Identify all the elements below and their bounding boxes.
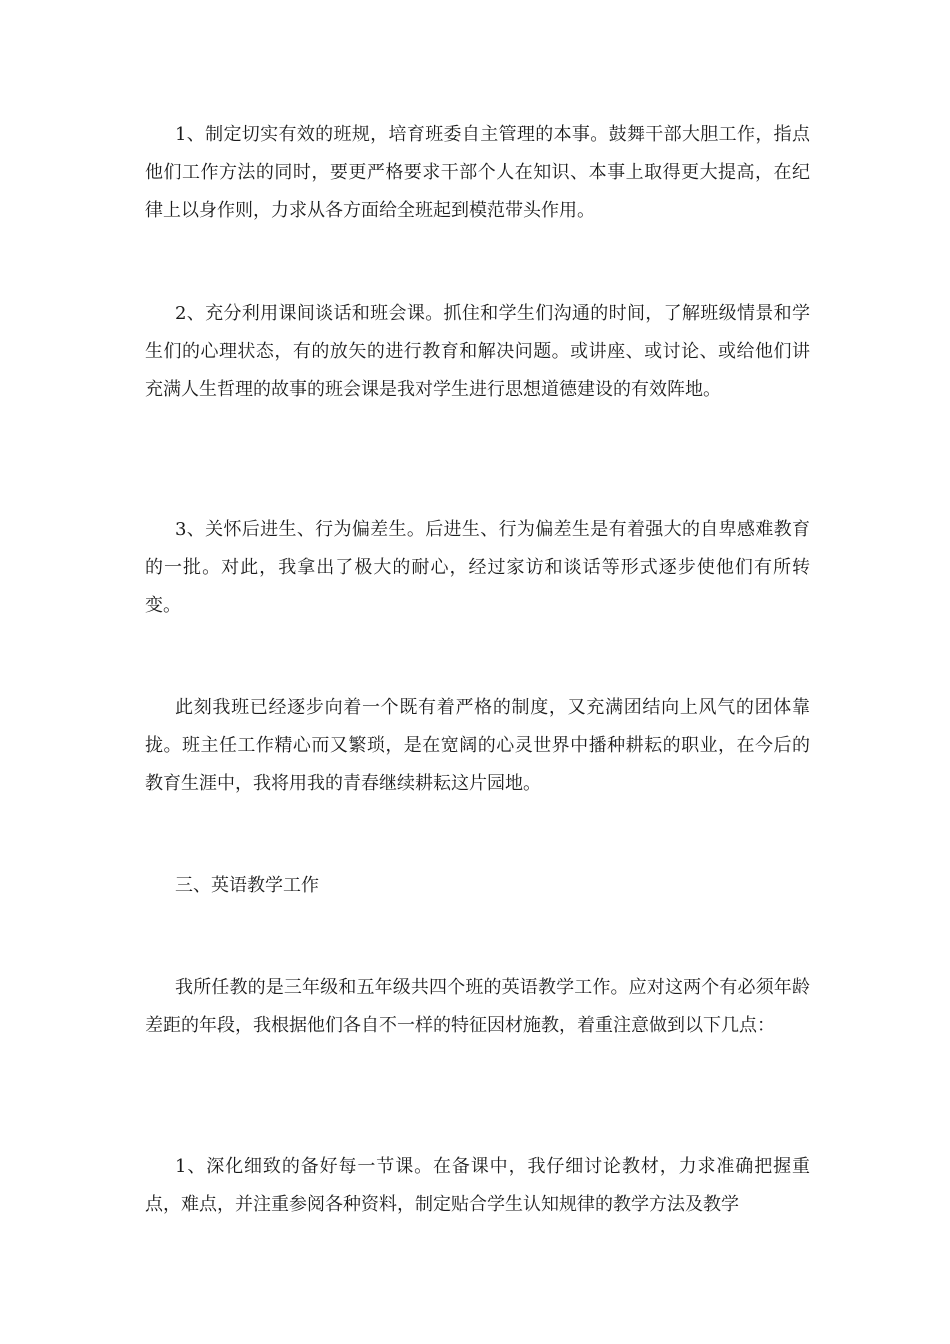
paragraph-lesson-preparation: 1、深化细致的备好每一节课。在备课中，我仔细讨论教材，力求准确把握重点，难点，并注重参阅各种资料，制定贴合学生认知规律的教学方法及教学	[145, 1156, 810, 1215]
section-heading-english-teaching: 三、英语教学工作	[175, 875, 319, 896]
paragraph-class-status: 此刻我班已经逐步向着一个既有着严格的制度，又充满团结向上风气的团体靠拢。班主任工作精心而又繁琐，是在宽阔的心灵世界中播种耕耘的职业，在今后的教育生涯中，我将用我的青春继续耕耘这片园地。	[145, 697, 810, 794]
paragraph-class-meetings: 2、充分利用课间谈话和班会课。抓住和学生们沟通的时间，了解班级情景和学生们的心理状态，有的放矢的进行教育和解决问题。或讲座、或讨论、或给他们讲充满人生哲理的故事的班会课是我对学生进行思想道德建设的有效阵地。	[145, 303, 810, 400]
paragraph-struggling-students: 3、关怀后进生、行为偏差生。后进生、行为偏差生是有着强大的自卑感难教育的一批。对此，我拿出了极大的耐心，经过家访和谈话等形式逐步使他们有所转变。	[145, 519, 810, 616]
paragraph-class-rules: 1、制定切实有效的班规，培育班委自主管理的本事。鼓舞干部大胆工作，指点他们工作方法的同时，要更严格要求干部个人在知识、本事上取得更大提高，在纪律上以身作则，力求从各方面给全班起到模范带头作用。	[145, 124, 810, 221]
paragraph-english-overview: 我所任教的是三年级和五年级共四个班的英语教学工作。应对这两个有必须年龄差距的年段，我根据他们各自不一样的特征因材施教，着重注意做到以下几点：	[145, 977, 810, 1036]
